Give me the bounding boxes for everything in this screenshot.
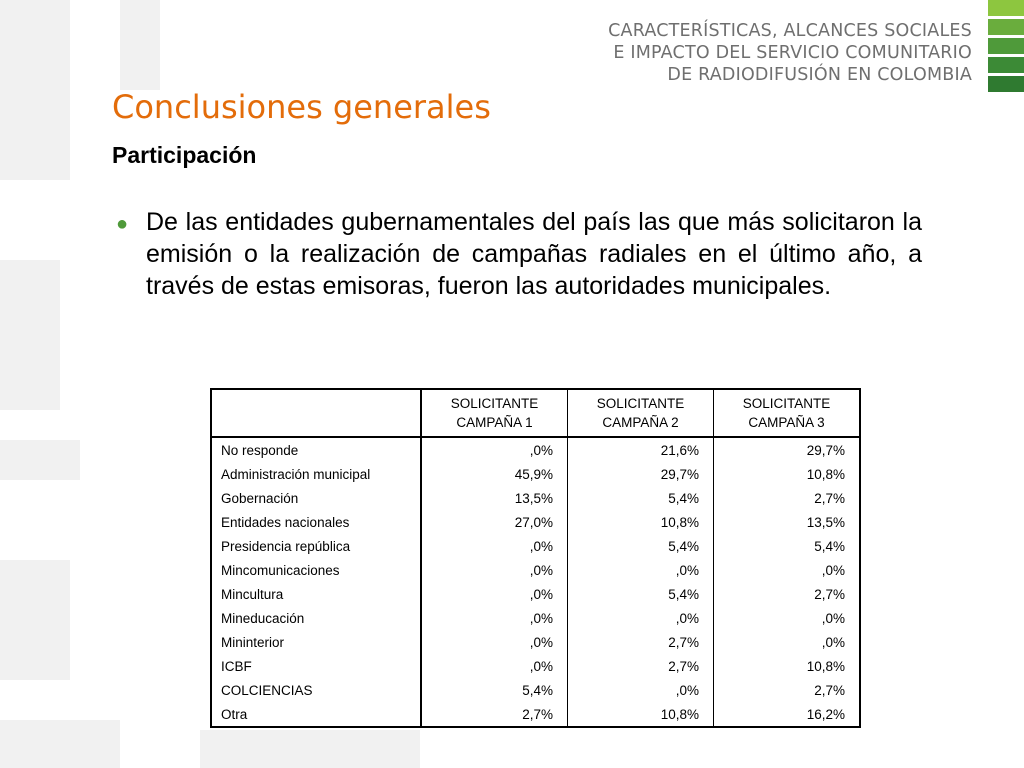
table-header-line: SOLICITANTE <box>450 396 539 411</box>
table-row <box>211 702 860 727</box>
row-label: ICBF <box>211 654 421 678</box>
watermark-block <box>0 0 70 180</box>
logo-bar <box>988 0 1024 16</box>
header-line: E IMPACTO DEL SERVICIO COMUNITARIO <box>613 43 972 63</box>
table-row <box>211 437 860 462</box>
row-label: Gobernación <box>211 486 421 510</box>
table-cell: 10,8% <box>714 654 861 678</box>
table-cell: ,0% <box>714 558 861 582</box>
logo-bars <box>988 0 1024 92</box>
table-cell: 2,7% <box>714 486 861 510</box>
row-label: Otra <box>211 702 421 727</box>
table-cell: 10,8% <box>714 462 861 486</box>
table-row <box>211 582 860 606</box>
row-label: Mininterior <box>211 630 421 654</box>
table-cell: 29,7% <box>714 437 861 462</box>
table-cell: 5,4% <box>522 682 553 698</box>
header-line: DE RADIODIFUSIÓN EN COLOMBIA <box>667 65 972 85</box>
table-cell: 10,8% <box>568 702 714 727</box>
row-label: Mincomunicaciones <box>211 558 421 582</box>
row-label: COLCIENCIAS <box>211 678 421 702</box>
table-cell: 16,2% <box>714 702 861 727</box>
bullet-icon: ● <box>116 213 129 235</box>
table-cell: ,0% <box>568 678 714 702</box>
table-row <box>211 486 860 510</box>
table-header-line: SOLICITANTE <box>596 396 685 411</box>
table-cell: 2,7% <box>714 678 861 702</box>
table-cell: 5,4% <box>568 582 714 606</box>
table-cell: 27,0% <box>514 514 553 530</box>
table-header-cell <box>568 389 714 437</box>
bullet-item <box>116 206 922 302</box>
logo-bar <box>988 76 1024 92</box>
logo-bar <box>988 38 1024 54</box>
table-cell: ,0% <box>568 558 714 582</box>
watermark-block <box>0 560 70 680</box>
table-cell: 10,8% <box>568 510 714 534</box>
table-cell: 5,4% <box>568 486 714 510</box>
table-header-empty <box>211 389 421 437</box>
table-row <box>211 678 860 702</box>
table-cell: 2,7% <box>568 654 714 678</box>
table-cell: ,0% <box>714 606 861 630</box>
table-cell: 45,9% <box>514 466 553 482</box>
table-cell: 21,6% <box>568 437 714 462</box>
table-cell: ,0% <box>529 610 553 626</box>
table-row <box>211 462 860 486</box>
table-cell: 13,5% <box>514 490 553 506</box>
page-title: Conclusiones generales <box>112 88 491 126</box>
table-cell: ,0% <box>714 630 861 654</box>
data-table <box>210 388 861 728</box>
table-cell: 29,7% <box>568 462 714 486</box>
watermark-block <box>120 0 160 90</box>
table-cell: ,0% <box>529 562 553 578</box>
table-row <box>211 558 860 582</box>
table-row <box>211 534 860 558</box>
table-row <box>211 606 860 630</box>
bullet-text: De las entidades gubernamentales del país las que más solicitaron la emisión o la realización de campañas radiales en el último año, a través de estas emisoras, fueron las autoridades municipales. <box>146 208 922 300</box>
table-cell: ,0% <box>529 586 553 602</box>
table-header-line: CAMPAÑA 2 <box>602 415 679 430</box>
table-header-cell <box>421 389 568 437</box>
table-row <box>211 510 860 534</box>
table-header-line: CAMPAÑA 1 <box>456 415 533 430</box>
table-cell: ,0% <box>529 442 553 458</box>
logo-bar <box>988 57 1024 73</box>
table-cell: ,0% <box>568 606 714 630</box>
table-cell: 2,7% <box>568 630 714 654</box>
row-label: Mineducación <box>211 606 421 630</box>
table-row <box>211 654 860 678</box>
table-header-line: CAMPAÑA 3 <box>748 415 825 430</box>
table-cell: ,0% <box>529 538 553 554</box>
row-label: Administración municipal <box>211 462 421 486</box>
watermark-block <box>0 260 60 410</box>
page-subtitle: Participación <box>112 142 257 168</box>
row-label: No responde <box>211 437 421 462</box>
row-label: Mincultura <box>211 582 421 606</box>
table-cell: 5,4% <box>568 534 714 558</box>
table-cell: 5,4% <box>714 534 861 558</box>
table-header-line: SOLICITANTE <box>742 396 831 411</box>
table-cell: ,0% <box>529 658 553 674</box>
row-label: Entidades nacionales <box>211 510 421 534</box>
table-cell: 13,5% <box>714 510 861 534</box>
watermark-block <box>0 720 120 768</box>
table-cell: 2,7% <box>522 706 553 722</box>
table-body <box>211 437 860 727</box>
watermark-block <box>200 730 420 768</box>
table-header-row <box>211 389 860 437</box>
table-cell: 2,7% <box>714 582 861 606</box>
table-header-cell <box>714 389 861 437</box>
header-title <box>608 20 972 86</box>
logo-bar <box>988 19 1024 35</box>
watermark-block <box>0 440 80 480</box>
table-cell: ,0% <box>529 634 553 650</box>
header-line: CARACTERÍSTICAS, ALCANCES SOCIALES <box>608 21 972 41</box>
table-row <box>211 630 860 654</box>
row-label: Presidencia república <box>211 534 421 558</box>
